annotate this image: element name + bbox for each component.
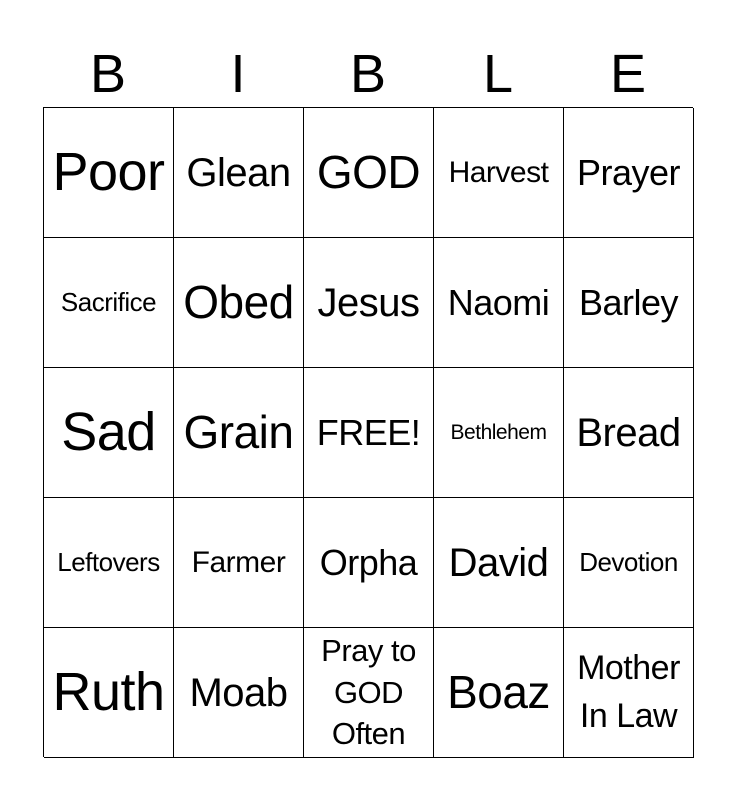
- bingo-cell-r3c4[interactable]: Bethlehem: [434, 368, 564, 498]
- bingo-cell-free[interactable]: FREE!: [304, 368, 434, 498]
- header-letter-i: I: [230, 44, 246, 104]
- bingo-cell-r2c5[interactable]: Barley: [564, 238, 694, 368]
- bingo-cell-r5c1[interactable]: Ruth: [44, 628, 174, 758]
- bingo-cell-r5c5[interactable]: Mother In Law: [564, 628, 694, 758]
- bingo-cell-r3c1[interactable]: Sad: [44, 368, 174, 498]
- bingo-cell-r5c2[interactable]: Moab: [174, 628, 304, 758]
- bingo-cell-r2c2[interactable]: Obed: [174, 238, 304, 368]
- bingo-cell-r5c3[interactable]: Pray to GOD Often: [304, 628, 434, 758]
- bingo-cell-r2c4[interactable]: Naomi: [434, 238, 564, 368]
- bingo-cell-r4c2[interactable]: Farmer: [174, 498, 304, 628]
- bingo-cell-r3c5[interactable]: Bread: [564, 368, 694, 498]
- bingo-cell-r2c1[interactable]: Sacrifice: [44, 238, 174, 368]
- bingo-cell-r1c2[interactable]: Glean: [174, 108, 304, 238]
- bingo-cell-r4c5[interactable]: Devotion: [564, 498, 694, 628]
- bingo-board: [43, 107, 693, 757]
- bingo-cell-r4c4[interactable]: David: [434, 498, 564, 628]
- bingo-cell-r1c5[interactable]: Prayer: [564, 108, 694, 238]
- bingo-cell-r1c3[interactable]: GOD: [304, 108, 434, 238]
- bingo-header: [43, 40, 693, 108]
- bingo-cell-r1c4[interactable]: Harvest: [434, 108, 564, 238]
- header-letter-e: E: [609, 44, 647, 104]
- bingo-cell-r5c4[interactable]: Boaz: [434, 628, 564, 758]
- header-letter-b2: B: [349, 44, 387, 104]
- bingo-cell-r4c1[interactable]: Leftovers: [44, 498, 174, 628]
- bingo-cell-r4c3[interactable]: Orpha: [304, 498, 434, 628]
- bingo-cell-r2c3[interactable]: Jesus: [304, 238, 434, 368]
- header-letter-b: B: [89, 44, 127, 104]
- header-letter-l: L: [482, 44, 514, 104]
- bingo-cell-r3c2[interactable]: Grain: [174, 368, 304, 498]
- bingo-cell-r1c1[interactable]: Poor: [44, 108, 174, 238]
